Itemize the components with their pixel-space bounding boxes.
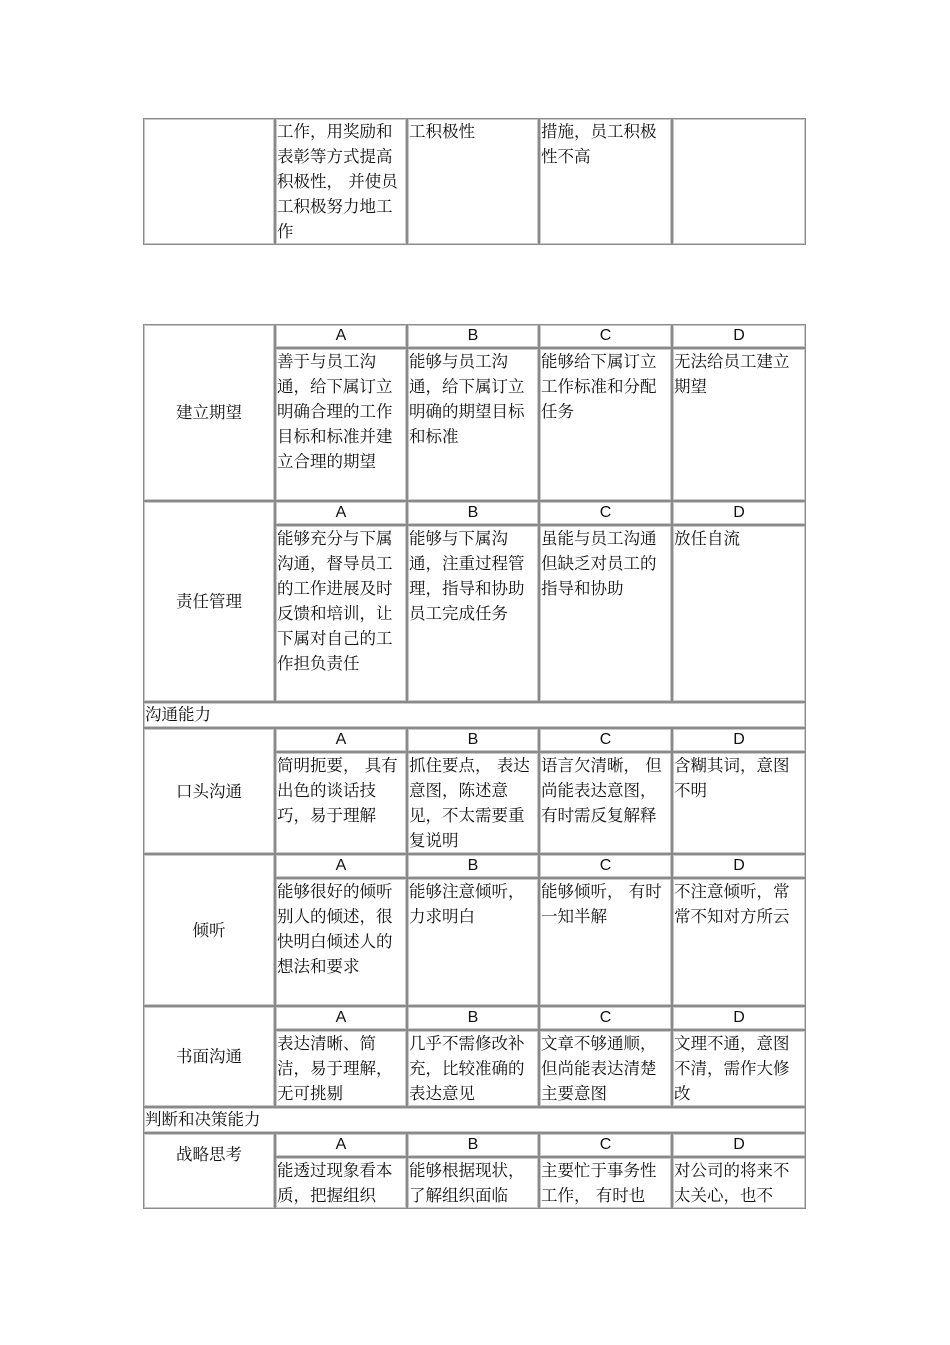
grade-header-c: C [539, 854, 672, 878]
grade-c-cell: 能够倾听， 有时一知半解 [539, 878, 672, 1006]
competency-table [143, 324, 806, 1209]
grade-header-row [143, 854, 806, 878]
row-label-strategy: 战略思考 [143, 1133, 275, 1209]
grade-header-c: C [539, 1006, 672, 1030]
grade-header-a: A [275, 324, 407, 348]
section-title-communication: 沟通能力 [143, 702, 806, 728]
grade-d-cell: 不注意倾听，常常不知对方所云 [672, 878, 806, 1006]
grade-header-row [143, 1133, 806, 1157]
grade-header-c: C [539, 1133, 672, 1157]
grade-b-cell: 能够与下属沟通，注重过程管理，指导和协助员工完成任务 [407, 525, 539, 702]
grade-d-cell: 文理不通，意图不清，需作大修改 [672, 1030, 806, 1107]
grade-header-b: B [407, 501, 539, 525]
top-continuation-table [143, 118, 806, 245]
grade-header-c: C [539, 324, 672, 348]
grade-b-cell: 能够根据现状，了解组织面临 [407, 1157, 539, 1209]
row-label-oral: 口头沟通 [143, 728, 275, 854]
grade-a-cell: 能够充分与下属沟通，督导员工的工作进展及时反馈和培训，让下属对自己的工作担负责任 [275, 525, 407, 702]
grade-header-d: D [672, 1133, 806, 1157]
grade-b-cell: 抓住要点， 表达意图，陈述意见，不太需要重复说明 [407, 752, 539, 854]
grade-b-cell: 几乎不需修改补充，比较准确的表达意见 [407, 1030, 539, 1107]
grade-header-b: B [407, 728, 539, 752]
grade-a-cell: 工作，用奖励和表彰等方式提高积极性， 并使员工积极努力地工作 [275, 118, 407, 245]
grade-header-d: D [672, 501, 806, 525]
grade-header-a: A [275, 728, 407, 752]
grade-header-row [143, 501, 806, 525]
grade-a-cell: 能够很好的倾听别人的倾述，很快明白倾述人的想法和要求 [275, 878, 407, 1006]
grade-d-cell: 无法给员工建立期望 [672, 348, 806, 501]
grade-header-a: A [275, 1133, 407, 1157]
table-row [143, 118, 806, 245]
grade-header-row [143, 728, 806, 752]
grade-b-cell: 能够与员工沟通，给下属订立明确的期望目标和标准 [407, 348, 539, 501]
section-row [143, 702, 806, 728]
grade-header-c: C [539, 728, 672, 752]
grade-c-cell: 主要忙于事务性工作， 有时也 [539, 1157, 672, 1209]
grade-a-cell: 表达清晰、简洁，易于理解，无可挑剔 [275, 1030, 407, 1107]
grade-a-cell: 能透过现象看本质，把握组织 [275, 1157, 407, 1209]
row-label [143, 118, 275, 245]
grade-c-cell: 措施，员工积极性不高 [539, 118, 672, 245]
grade-header-a: A [275, 501, 407, 525]
grade-header-c: C [539, 501, 672, 525]
grade-c-cell: 语言欠清晰， 但尚能表达意图，有时需反复解释 [539, 752, 672, 854]
grade-header-b: B [407, 1133, 539, 1157]
grade-a-cell: 善于与员工沟通，给下属订立明确合理的工作目标和标准并建立合理的期望 [275, 348, 407, 501]
grade-header-b: B [407, 324, 539, 348]
grade-header-d: D [672, 324, 806, 348]
row-label-listening: 倾听 [143, 854, 275, 1006]
grade-header-d: D [672, 854, 806, 878]
grade-header-b: B [407, 854, 539, 878]
grade-header-row [143, 324, 806, 348]
grade-b-cell: 能够注意倾听，力求明白 [407, 878, 539, 1006]
grade-d-cell [672, 118, 806, 245]
grade-b-cell: 工积极性 [407, 118, 539, 245]
grade-c-cell: 文章不够通顺，但尚能表达清楚主要意图 [539, 1030, 672, 1107]
grade-header-row [143, 1006, 806, 1030]
grade-header-d: D [672, 1006, 806, 1030]
row-label-responsibility: 责任管理 [143, 501, 275, 702]
grade-header-b: B [407, 1006, 539, 1030]
grade-c-cell: 虽能与员工沟通但缺乏对员工的指导和协助 [539, 525, 672, 702]
section-row [143, 1107, 806, 1133]
grade-c-cell: 能够给下属订立工作标准和分配任务 [539, 348, 672, 501]
grade-d-cell: 对公司的将来不太关心，也不 [672, 1157, 806, 1209]
grade-d-cell: 含糊其词，意图不明 [672, 752, 806, 854]
row-label-written: 书面沟通 [143, 1006, 275, 1107]
section-title-judgement: 判断和决策能力 [143, 1107, 806, 1133]
grade-header-a: A [275, 854, 407, 878]
row-label-expectation: 建立期望 [143, 324, 275, 501]
grade-header-a: A [275, 1006, 407, 1030]
grade-d-cell: 放任自流 [672, 525, 806, 702]
grade-header-d: D [672, 728, 806, 752]
grade-a-cell: 简明扼要， 具有出色的谈话技巧，易于理解 [275, 752, 407, 854]
